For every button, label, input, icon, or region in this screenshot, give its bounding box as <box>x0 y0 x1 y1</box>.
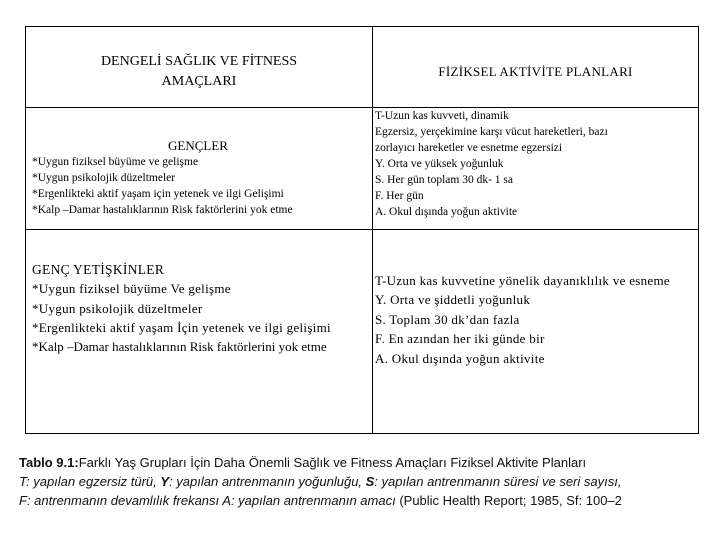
young-adults-goal-item: *Uygun psikolojik düzeltmeler <box>32 300 203 316</box>
youth-goal-item: *Uygun psikolojik düzeltmeler <box>32 172 176 184</box>
caption-legend-y-key: Y <box>160 474 170 489</box>
youth-plan-item: T-Uzun kas kuvveti, dinamik <box>375 110 509 122</box>
young-adults-goal-item: *Kalp –Damar hastalıklarının Risk faktörlerini yok etme <box>32 339 327 355</box>
young-adults-plan-item: S. Toplam 30 dk’dan fazla <box>375 311 520 327</box>
header-goals-line1: DENGELİ SAĞLIK VE FİTNESS <box>100 54 298 69</box>
caption-source: (Public Health Report; 1985, Sf: 100–2 <box>395 493 622 508</box>
youth-plan-item: Egzersiz, yerçekimine karşı vücut hareketleri, bazı <box>375 126 608 138</box>
young-adults-plan-item: Y. Orta ve şiddetli yoğunluk <box>375 292 531 308</box>
caption-title: Farklı Yaş Grupları İçin Daha Önemli Sağlık ve Fitness Amaçları Fiziksel Aktivite Planları <box>78 455 587 470</box>
caption-label: Tablo 9.1: <box>19 455 79 470</box>
table-row-young-adults <box>26 230 699 434</box>
young-adults-goal-item: *Uygun fiziksel büyüme Ve gelişme <box>32 281 231 297</box>
header-plans-text: FİZİKSEL AKTİVİTE PLANLARI <box>438 64 633 79</box>
caption-legend-s-key: S <box>365 474 375 489</box>
header-cell-plans <box>373 27 699 108</box>
header-goals-line2: AMAÇLARI <box>161 74 237 89</box>
caption-legend-t: T: yapılan egzersiz türü, Y: yapılan antrenmanın yoğunluğu, S: yapılan antrenmanın süresi ve seri sayısı, <box>19 474 622 489</box>
young-adults-plan-item: F. En azından her iki günde bir <box>375 331 545 347</box>
young-adults-plan-item: A. Okul dışında yoğun aktivite <box>375 350 545 366</box>
caption-legend-f: F: antrenmanın devamlılık frekansı A: yapılan antrenmanın amacı <box>19 493 396 508</box>
youth-heading: GENÇLER <box>168 138 228 153</box>
header-cell-goals <box>26 27 373 108</box>
fitness-goals-table <box>25 26 699 434</box>
young-adults-plan-cell <box>373 230 699 434</box>
youth-goal-item: *Ergenlikteki aktif yaşam için yetenek ve ilgi Gelişimi <box>32 188 284 200</box>
youth-plan-cell <box>373 108 699 230</box>
youth-plan-item: zorlayıcı hareketler ve esnetme egzersizi <box>375 142 563 154</box>
youth-plan-item: S. Her gün toplam 30 dk- 1 sa <box>375 174 513 186</box>
young-adults-goal-item: *Ergenlikteki aktif yaşam İçin yetenek ve ilgi gelişimi <box>32 319 331 335</box>
youth-goal-item: *Kalp –Damar hastalıklarının Risk faktörlerini yok etme <box>32 204 293 216</box>
table-row-youth <box>26 108 699 230</box>
young-adults-plan-item: T-Uzun kas kuvvetine yönelik dayanıklılık ve esneme <box>375 273 670 288</box>
young-adults-goals-cell <box>26 230 373 434</box>
table-header-row <box>26 27 699 108</box>
youth-goal-item: *Uygun fiziksel büyüme ve gelişme <box>32 156 199 168</box>
table-caption <box>19 453 709 510</box>
young-adults-heading: GENÇ YETİŞKİNLER <box>32 262 165 277</box>
youth-goals-cell <box>26 108 373 230</box>
youth-plan-item: A. Okul dışında yoğun aktivite <box>375 206 518 218</box>
youth-plan-item: F. Her gün <box>375 190 424 202</box>
youth-plan-item: Y. Orta ve yüksek yoğunluk <box>375 158 504 170</box>
